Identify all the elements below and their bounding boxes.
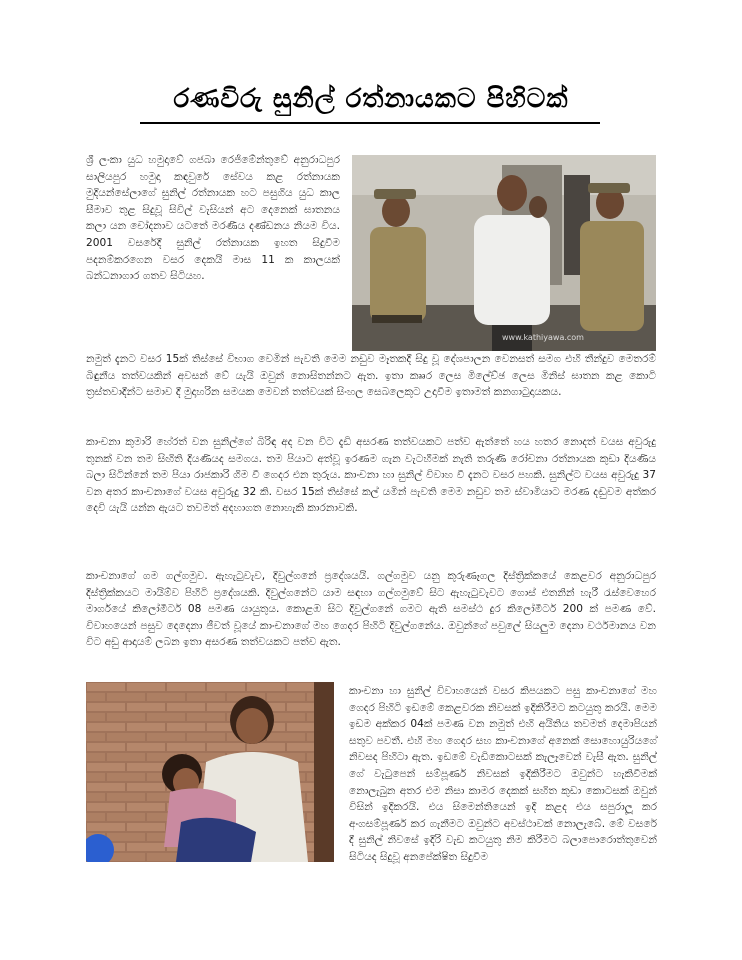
photo-mother-child (86, 682, 334, 862)
photo-escort-illustration (352, 155, 656, 351)
article-paragraph-3: කාංචනා කුමාරි හේරත් වන සුනිල්ගේ බිරිඳ අද වන විට දැඩි අසරණ තත්වයකට පත්ව ඇත්තේ හය හතර නොදත් වයස අවුරුදු තුනක් වන තම සිඟිති දියණියද සමගය. තම පියාට අත්වූ ඉරණම ගැන වැටහීමක් නැති තරුණි රෝචනා රත්නායක කුඩා දියණිය බලා සිටින්නේ තම පියා රාජකාරි ගිම වී ගෙදර එන තුරුය. කාංචනා හා සුනිල් විවාහ වී දැනට වසර පහකි. සුනිල්ට වයස අවුරුදු 37 වන අතර කාංචනාගේ වයස අවුරුදු 32 කි. වසර 15ක් තිස්සේ කල් යමින් පැවති මෙම නඩුව තම ස්වාමියාට මරණ දඬුවම අත්කර දෙවි යැයි යන්න ඇයට තවමත් අදහාගත නොහැකි කාරනාවකි. (86, 436, 656, 515)
article-headline: රණවිරු සුනිල් රත්නායකට පිහිටක් (173, 84, 569, 114)
photo-mother-child-illustration (86, 682, 334, 862)
photo-watermark: www.kathiyawa.com (502, 333, 584, 342)
headline-underline (140, 122, 600, 124)
article-paragraph-2: නමුත් දැනට වසර 15ක් තිස්සේ විභාග වෙමින් පැවති මෙම නඩුව මෑතකදී සිදු වූ දේශපාලන වෙනසත් සමග එහි තීන්දුව මෙතරම් බිඳුනීය තත්වයකින් අවසන් වේ යැයි ඔවුන් නොසිතන්නට ඇත. ඉතා කෲර ලෙස මිලේච්ඡ ලෙස මිනිස් ඝාතන කළ කොටි ත්‍රස්තවාදීන්ට සමාව දී මුදාහරින සමයක මෙවන් තත්වයක් සිංහල සෙබලෙකුට උදාවීම ඉතාමත් කනගාටුදායකය. (86, 353, 656, 399)
article-paragraph-1: ශ්‍රී ලංකා යුධ හමුදාවේ ගජබා රෙජිමේන්තුවේ අනුරාධපුර සාලියපුර හමුදා කඳවුරේ සේවය කළ රත්නායක මුදියන්සේලාගේ සුනිල් රත්නායක හට පසුගිය යුධ කාල සීමාව තුළ සිදුවූ සිවිල් වැසියන් අට දෙනෙක් ඝාතනය කලා යන චෝදනාව යටතේ මරණීය දණ්ඩනය නියම විය. 2001 වසරේදී සුනිල් රත්නායක ඉහත සිදුවීම පදනම්කරගෙන වසර දෙකයි මාස 11 ක කාලයක් බන්ධනාගාර ගතව සිටියහ. (86, 154, 340, 283)
article-paragraph-5: කාංචනා හා සුනිල් විවාහයෙන් වසර කිපයකට පසු කාංචනාගේ මහ ගෙදර පිහිටි ඉඩමේ කෙළවරක නිවසක් ඉදිකිරීමට කටයුතු කරයි. මෙම ඉඩම අක්කර 04ක් පමණ වන නමුත් එහි අයිතිය තවමත් දෙමාපියන් සතුව පවතී. එහි මහ ගෙදර සහ කාංචනාගේ අනෙක් සොහොයුරියගේ නිවසද පිහිටා ඇත. ඉඩමේ වැඩිකොටසක් කැලෑවෙන් වැසී ඇත. සුනිල් ගේ වැටුපෙන් සම්පූර්ණ නිවසක් ඉදිකිරීමට ඔවුන්ට හැකිවීමක් නොලැබුන අතර එම නිසා කාමර දෙකක් සහිත කුඩා කොටසක් ඔවුන් විසින් ඉදිකරයි. එය සිමෙන්තියෙන් ඉදි කළද එය සපුරාලූ කර අංගසම්පූර්ණ කර ගැනීමට ඔවුන්ට අවස්ථාවක් නොලැබේ. මේ වසරේ දී සුනිල් නිවසේ ඉදිරි වැඩ කටයුතු නිම කිරීමට බලාපොරොත්තුවෙන් සිටියද සිදුවූ අනපේක්ෂිත සිදුවීම (349, 685, 657, 863)
photo-escort (352, 155, 656, 351)
article-paragraph-4: කාංචනාගේ ගම ගල්ගමුව. ඇහැටුවැව, දිවුල්ගනේ ප්‍රදේශයයි. ගල්ගමුව යනු කුරුණෑගල දිස්ත්‍රික්කයේ කෙළවර අනුරාධපුර දිස්ත්‍රික්කයට මායිම්ව පිහිටි ප්‍රදේශයකි. දිවුල්ගනේට යාම සඳහා ගල්ගමුවේ සිට ඇහැටුවැවට ගොස් එතනින් හැරී රැස්වෙහෙර මාර්ගයේ කිලෝමීටර් 08 පමණ යායුතුය. කොළඹ සිට දිවුල්ගනේ ගමට ඇති සමස්ථ දුර කිලෝමීටර් 200 ක් පමණ වේ. විවාහයෙන් පසුව දෙදෙනා ජීවත් වූයේ කාංචනාගේ මහ ගෙදර පිහිටි දිවුල්ගනේය. ඔවුන්ගේ පවුලේ සියලුම දෙනා වර්ථමානය වන විට අඩු ආදායම් ලබන ඉතා අසරණ තත්වයකට පත්ව ඇත. (86, 570, 656, 649)
